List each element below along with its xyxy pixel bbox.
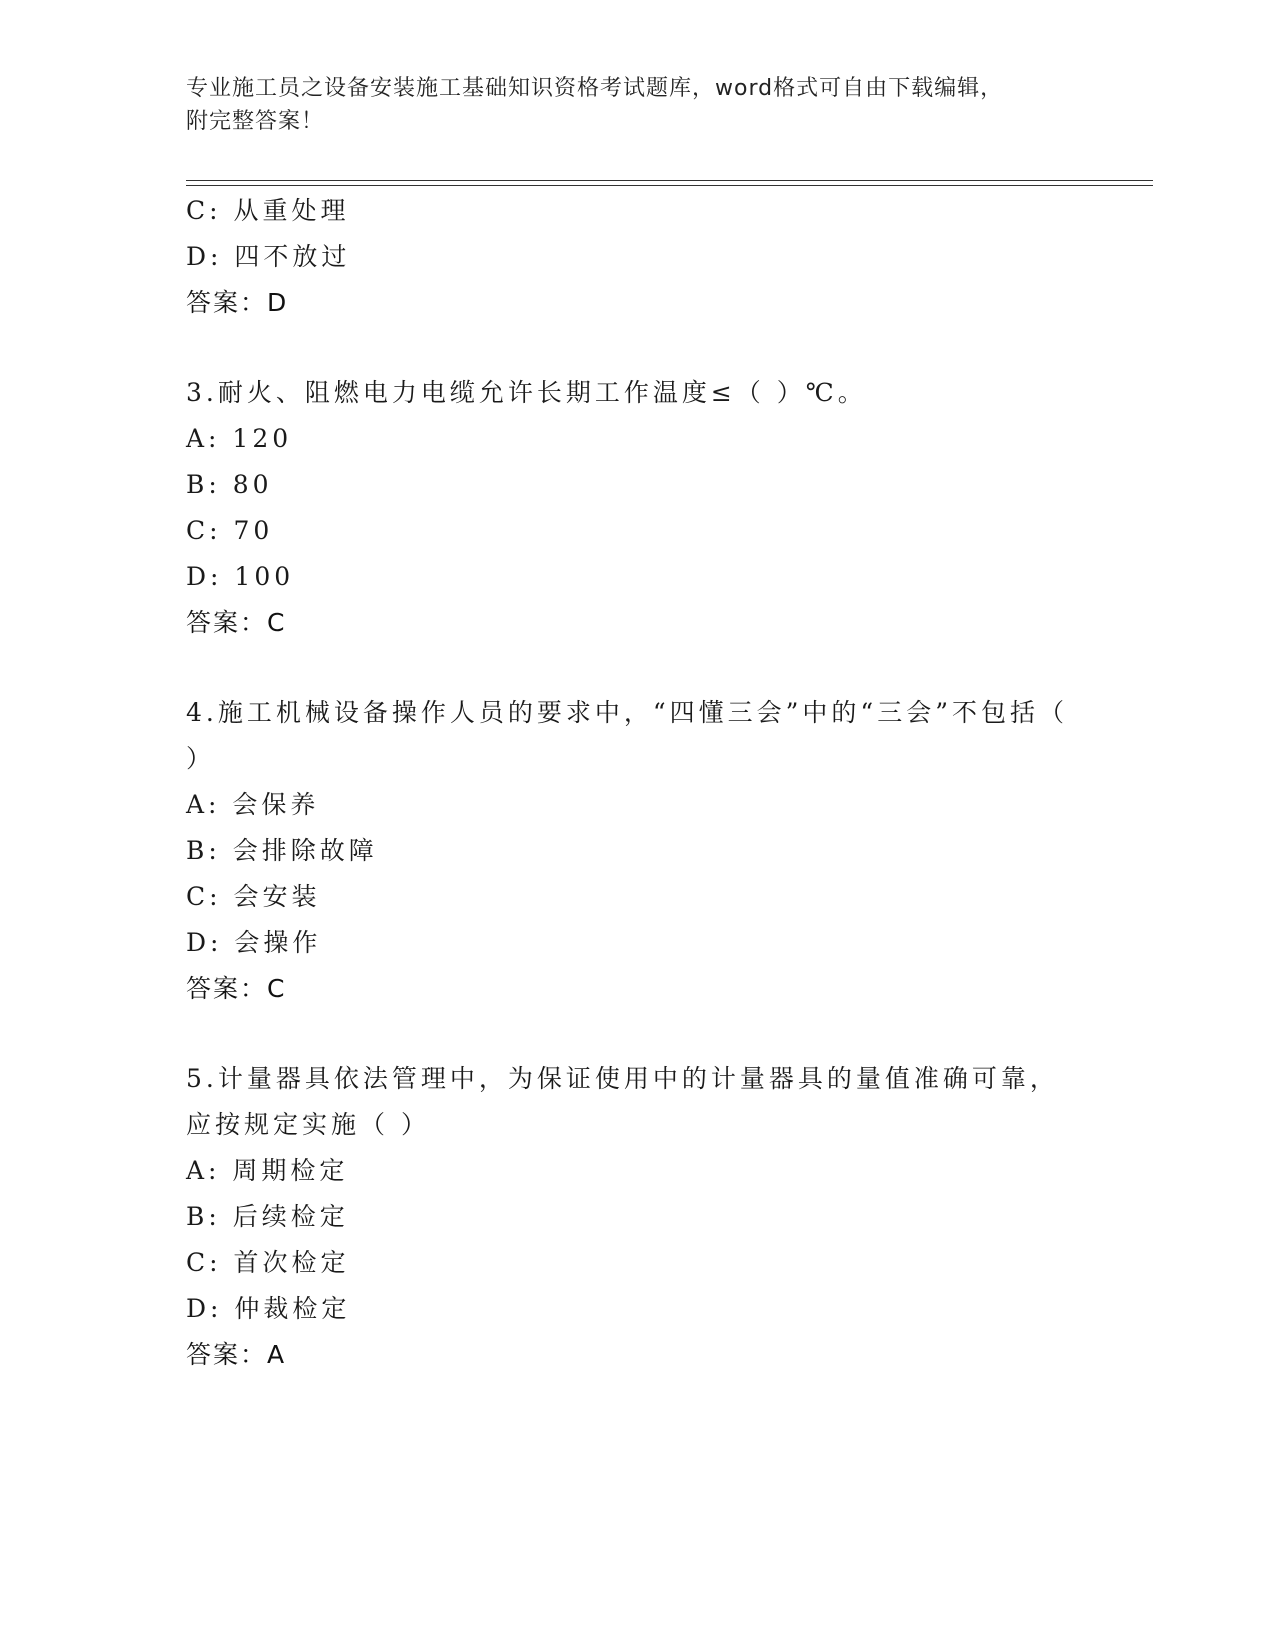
answer-line: 答案：D [186, 288, 289, 317]
option-d: D: 四不放过 [186, 242, 351, 271]
question-4 [186, 690, 1086, 1012]
question-text: 5.计量器具依法管理中，为保证使用中的计量器具的量值准确可靠，应按规定实施（ ） [186, 1064, 1059, 1139]
question-text: 4.施工机械设备操作人员的要求中，“四懂三会”中的“三会”不包括（ ） [186, 698, 1068, 773]
option-a: A: 周期检定 [186, 1156, 349, 1185]
option-a: A: 120 [186, 424, 293, 453]
header-line-2: 附完整答案！ [186, 109, 325, 134]
header-line-1: 专业施工员之设备安装施工基础知识资格考试题库，word格式可自由下载编辑， [186, 76, 1004, 101]
header-divider-top [186, 180, 1153, 181]
question-5 [186, 1056, 1086, 1378]
option-c: C: 首次检定 [186, 1248, 350, 1277]
option-a: A: 会保养 [186, 790, 320, 819]
option-c: C: 会安装 [186, 882, 321, 911]
option-d: D: 仲裁检定 [186, 1294, 351, 1323]
answer-line: 答案：C [186, 608, 287, 637]
option-d: D: 会操作 [186, 928, 322, 957]
header-divider-bottom [186, 185, 1153, 186]
question-list [186, 188, 1086, 1378]
answer-line: 答案：C [186, 974, 287, 1003]
option-b: B: 后续检定 [186, 1202, 349, 1231]
option-d: D: 100 [186, 562, 295, 591]
question-text: 3.耐火、阻燃电力电缆允许长期工作温度≤（ ）℃。 [186, 378, 867, 407]
document-header [186, 72, 1086, 138]
question-fragment [186, 188, 1086, 326]
option-c: C: 从重处理 [186, 196, 350, 225]
question-3 [186, 370, 1086, 646]
option-b: B: 80 [186, 470, 273, 499]
answer-line: 答案：A [186, 1340, 287, 1369]
option-b: B: 会排除故障 [186, 836, 378, 865]
option-c: C: 70 [186, 516, 274, 545]
